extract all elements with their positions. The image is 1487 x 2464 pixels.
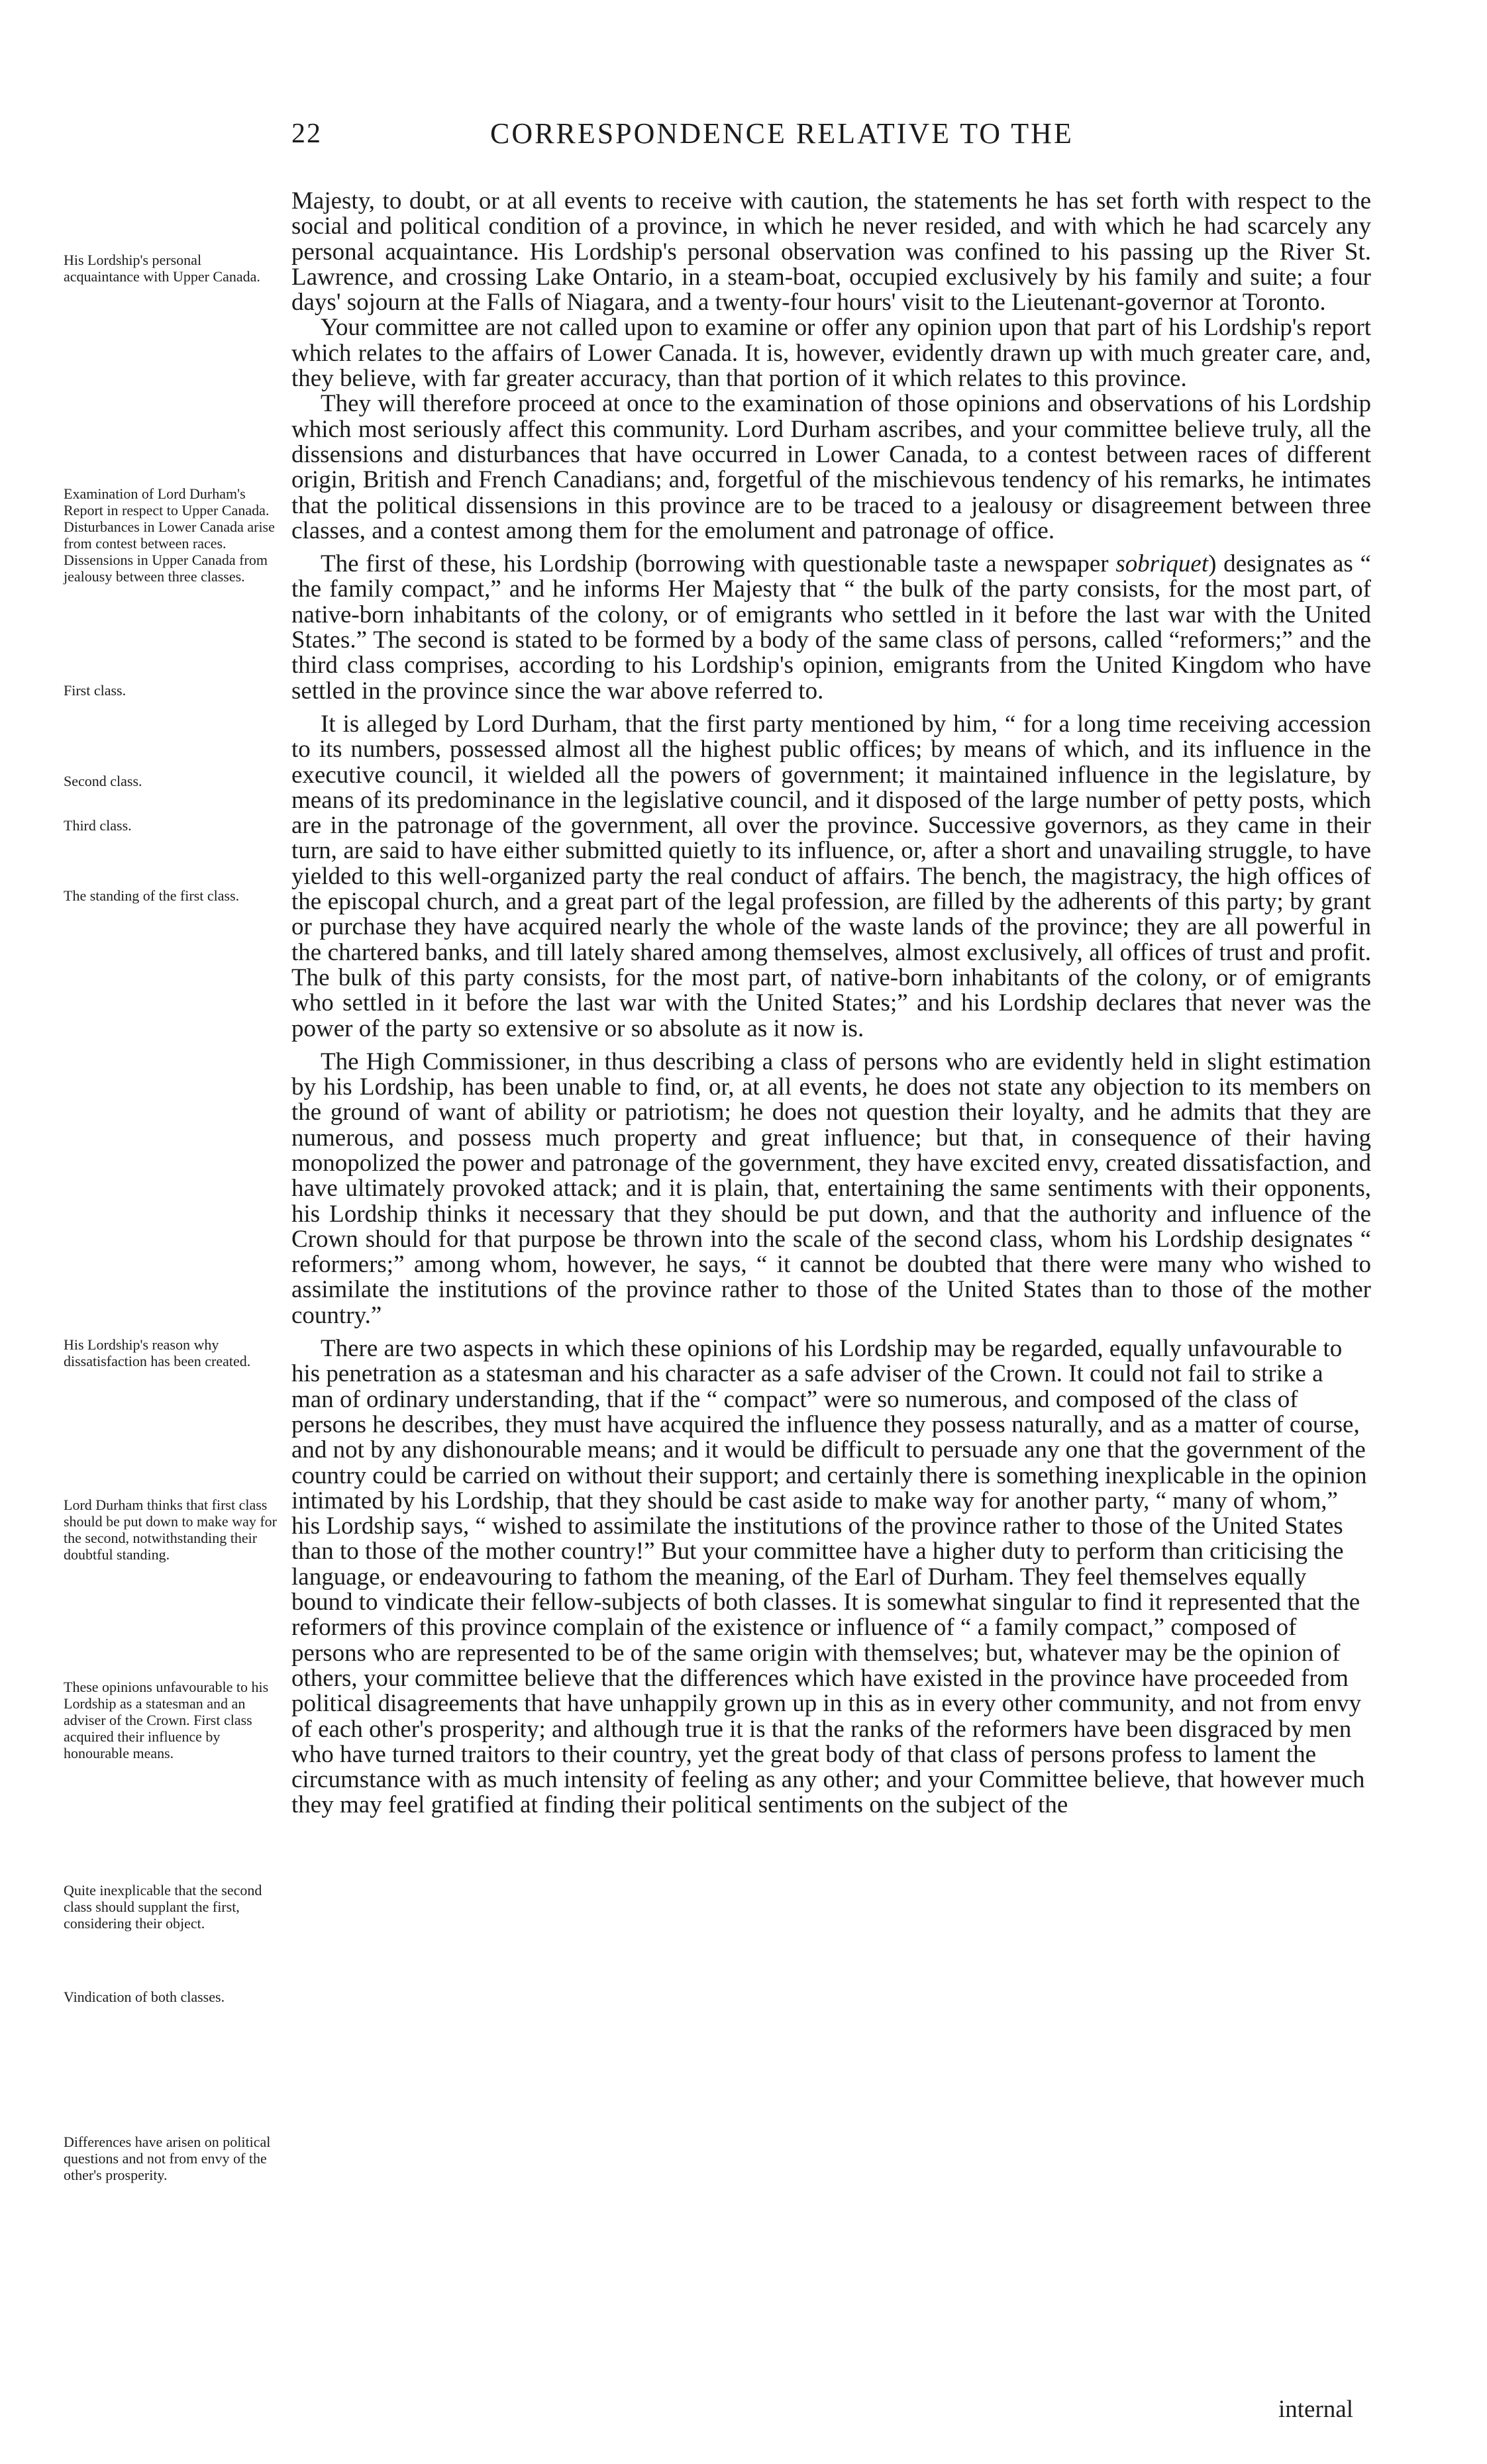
margin-note: Vindication of both classes. (64, 1989, 225, 2005)
margin-note: His Lordship's personal acquaintance with Upper Canada. (64, 252, 260, 285)
margin-note: These opinions unfavourable to his Lordship as a statesman and an adviser of the Crown. First class acquired their influence by honourable means. (64, 1679, 269, 1761)
margin-note: Second class. (64, 773, 142, 789)
margin-note: Quite inexplicable that the second class should supplant the first, considering their object. (64, 1882, 262, 1932)
catchword: internal (1278, 2396, 1354, 2423)
margin-note: His Lordship's reason why dissatisfaction has been created. (64, 1336, 251, 1369)
margin-note: The standing of the first class. (64, 887, 240, 904)
main-text (291, 189, 1371, 1818)
paragraph: Majesty, to doubt, or at all events to receive with caution, the statements he has set forth with respect to the social and political condition of a province, in which he never resided, and with which he had scarcely any personal acquaintance. His Lordship's personal observation was confined to his passing up the River St. Lawrence, and crossing Lake Ontario, in a steam-boat, occupied exclusively by his family and suite; a four days' sojourn at the Falls of Niagara, and a twenty-four hours' visit to the Lieutenant-governor at Toronto. (291, 187, 1371, 317)
italic-term: sobriquet (1115, 550, 1209, 578)
paragraph: It is alleged by Lord Durham, that the first party mentioned by him, “ for a long time receiving accession to its numbers, possessed almost all the highest public offices; by means of which, and its influence in the executive council, it wielded all the powers of government; it maintained influence in the legislature, by means of its predominance in the legislative council, and it disposed of the large number of petty posts, which are in the patronage of the government, all over the province. Successive governors, as they came in their turn, are said to have either submitted quietly to its influence, or, after a short and unavailing struggle, to have yielded to this well-organized party the real conduct of affairs. The bench, the magistracy, the high offices of the episcopal church, and a great part of the legal profession, are filled by the adherents of this party; by grant or purchase they have acquired nearly the whole of the waste lands of the province; they are all powerful in the chartered banks, and till lately shared among themselves, almost exclusively, all offices of trust and profit. The bulk of this party consists, for the most part, of native-born inhabitants of the colony, or of emigrants who settled in it before the last war with the United States;” and his Lordship declares that never was the power of the party so extensive or so absolute as it now is. (291, 710, 1371, 1042)
margin-note: Differences have arisen on political questions and not from envy of the other's prosperity. (64, 2134, 271, 2183)
margin-note: Lord Durham thinks that first class should be put down to make way for the second, notwithstanding their doubtful standing. (64, 1497, 277, 1563)
page-number: 22 (291, 119, 322, 149)
running-title: CORRESPONDENCE RELATIVE TO THE (490, 117, 1074, 150)
paragraph: The High Commissioner, in thus describing a class of persons who are evidently held in slight estimation by his Lordship, has been unable to find, or, at all events, he does not state any objection to its members on the ground of want of ability or patriotism; he does not question their loyalty, and he admits that they are numerous, and possess much property and great influence; but that, in consequence of their having monopolized the power and patronage of the government, they have excited envy, created dissatisfaction, and have ultimately provoked attack; and it is plain, that, entertaining the same sentiments with their opponents, his Lordship thinks it necessary that they should be put down, and that the authority and influence of the Crown should for that purpose be thrown into the scale of the second class, whom his Lordship designates “ reformers;” among whom, however, he says, “ it cannot be doubted that there were many who wished to assimilate the institutions of the province rather to those of the United States than to those of the mother country.” (291, 1048, 1371, 1329)
paragraph: They will therefore proceed at once to the examination of those opinions and observations of his Lordship which most seriously affect this community. Lord Durham ascribes, and your committee believe truly, all the dissensions and disturbances that have occurred in Lower Canada, to a contest between races of different origin, British and French Canadians; and, forgetful of the mischievous tendency of his remarks, he intimates that the political dissensions in this province are to be traced to a jealousy or disagreement between three classes, and a contest among them for the emolument and patronage of office. (291, 390, 1371, 544)
margin-note: Third class. (64, 817, 132, 834)
margin-note: First class. (64, 682, 127, 699)
margin-note: Examination of Lord Durham's Report in respect to Upper Canada. Disturbances in Lower Canada arise from contest between races. Dissensions in Upper Canada from jealousy between three classes. (64, 485, 275, 585)
paragraph: Your committee are not called upon to examine or offer any opinion upon that part of his Lordship's report which relates to the affairs of Lower Canada. It is, however, evidently drawn up with much greater care, and, they believe, with far greater accuracy, than that portion of it which relates to this province. (291, 314, 1371, 393)
page-header (291, 118, 1371, 171)
paragraph: The first of these, his Lordship (borrowing with questionable taste a newspaper sobriquet) designates as “ the family compact,” and he informs Her Majesty that “ the bulk of the party consists, for the most part, of native-born inhabitants of the colony, or of emigrants who settled in it before the last war with the United States.” The second is stated to be formed by a body of the same class of persons, called “reformers;” and the third class comprises, according to his Lordship's opinion, emigrants from the United Kingdom who have settled in the province since the war above referred to. (291, 550, 1371, 705)
paragraph: There are two aspects in which these opinions of his Lordship may be regarded, equally unfavourable to his penetration as a statesman and his character as a safe adviser of the Crown. It could not fail to strike a man of ordinary understanding, that if the “ compact” were so numerous, and composed of the class of persons he describes, they must have acquired the influence they possess naturally, and as a matter of course, and not by any dishonourable means; and it would be difficult to persuade any one that the government of the country could be carried on without their support; and certainly there is something inexplicable in the opinion intimated by his Lordship, that they should be cast aside to make way for another party, “ many of whom,” his Lordship says, “ wished to assimilate the institutions of the province rather to those of the United States than to those of the mother country!” But your committee have a higher duty to perform than criticising the language, or endeavouring to fathom the meaning, of the Earl of Durham. They feel themselves equally bound to vindicate their fellow-subjects of both classes. It is somewhat singular to find it represented that the reformers of this province complain of the existence or influence of “ a family compact,” composed of persons who are represented to be of the same origin with themselves; but, whatever may be the opinion of others, your committee believe that the differences which have existed in the province have proceeded from political disagreements that have unhappily grown up in this as in every other community, and not from envy of each other's prosperity; and although true it is that the ranks of the reformers have been disgraced by men who have turned traitors to their country, yet the great body of that class of persons profess to lament the circumstance with as much intensity of feeling as any other; and your Committee believe, that however much they may feel gratified at finding their political sentiments on the subject of the (291, 1335, 1367, 1819)
